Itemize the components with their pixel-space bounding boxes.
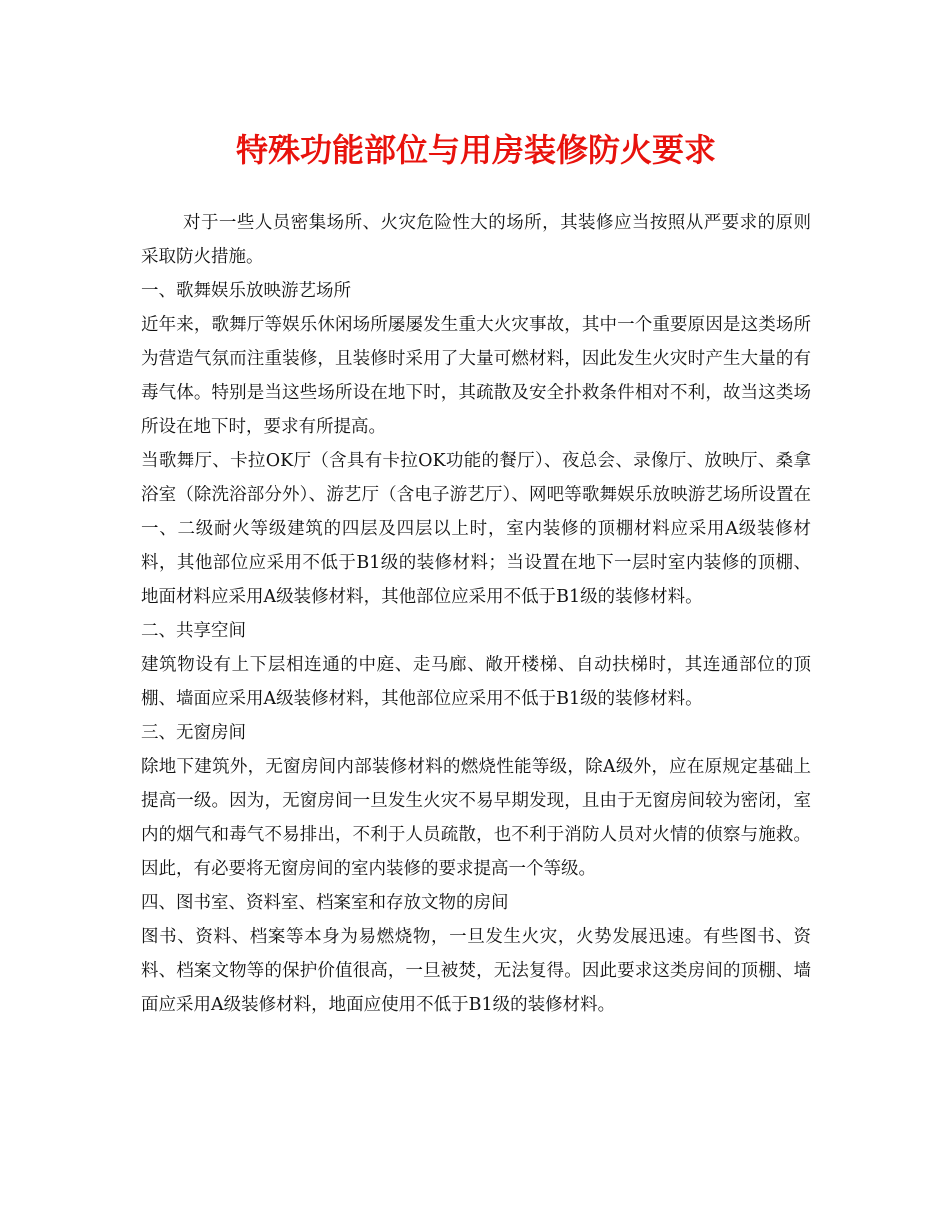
section-heading-1: 一、歌舞娱乐放映游艺场所 [141,281,351,301]
intro-paragraph: 对于一些人员密集场所、火灾危险性大的场所，其装修应当按照从严要求的原则采取防火措施。 [141,213,811,267]
section-1-paragraph-2: 当歌舞厅、卡拉OK厅（含具有卡拉OK功能的餐厅）、夜总会、录像厅、放映厅、桑拿浴室（除洗浴部分外）、游艺厅（含电子游艺厅）、网吧等歌舞娱乐放映游艺场所设置在一、二级耐火等级建筑的四层及四层以上时，室内装修的顶棚材料应采用A级装修材料，其他部位应采用不低于B1级的装修材料；当设置在地下一层时室内装修的顶棚、地面材料应采用A级装修材料，其他部位应采用不低于B1级的装修材料。 [141,451,811,607]
section-heading-3: 三、无窗房间 [141,723,246,743]
document-body [141,206,811,1022]
section-3-paragraph: 除地下建筑外，无窗房间内部装修材料的燃烧性能等级，除A级外，应在原规定基础上提高一级。因为，无窗房间一旦发生火灾不易早期发现，且由于无窗房间较为密闭，室内的烟气和毒气不易排出，不利于人员疏散，也不利于消防人员对火情的侦察与施救。因此，有必要将无窗房间的室内装修的要求提高一个等级。 [141,757,811,879]
document-title: 特殊功能部位与用房装修防火要求 [235,131,716,169]
section-heading-4: 四、图书室、资料室、档案室和存放文物的房间 [141,893,509,913]
section-heading-2: 二、共享空间 [141,621,246,641]
section-2-paragraph: 建筑物设有上下层相连通的中庭、走马廊、敞开楼梯、自动扶梯时，其连通部位的顶棚、墙面应采用A级装修材料，其他部位应采用不低于B1级的装修材料。 [141,655,811,709]
section-1-paragraph-1: 近年来，歌舞厅等娱乐休闲场所屡屡发生重大火灾事故，其中一个重要原因是这类场所为营造气氛而注重装修，且装修时采用了大量可燃材料，因此发生火灾时产生大量的有毒气体。特别是当这些场所设在地下时，其疏散及安全扑救条件相对不利，故当这类场所设在地下时，要求有所提高。 [141,315,811,437]
section-4-paragraph: 图书、资料、档案等本身为易燃烧物，一旦发生火灾，火势发展迅速。有些图书、资料、档案文物等的保护价值很高，一旦被焚，无法复得。因此要求这类房间的顶棚、墙面应采用A级装修材料，地面应使用不低于B1级的装修材料。 [141,927,811,1015]
